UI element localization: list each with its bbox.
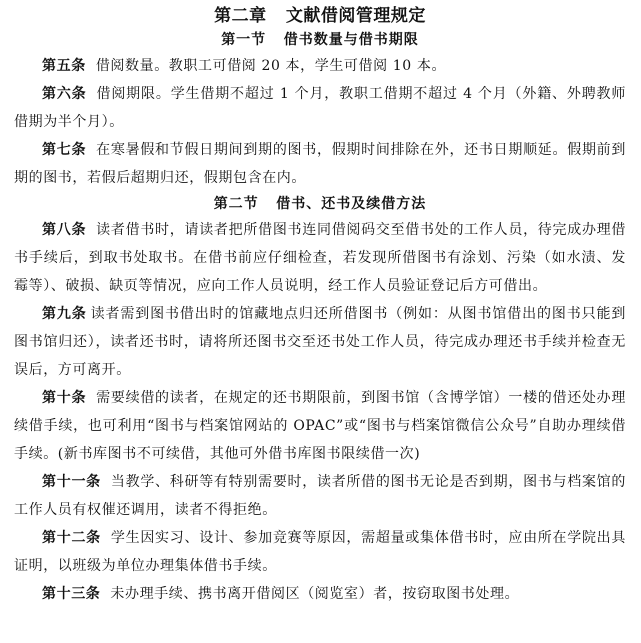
article-text: 未办理手续、携书离开借阅区（阅览室）者，按窃取图书处理。 bbox=[110, 586, 520, 602]
article-label: 第八条 bbox=[42, 222, 87, 238]
article bbox=[14, 52, 626, 80]
article bbox=[14, 580, 626, 608]
article-text: 读者需到图书借出时的馆藏地点归还所借图书（例如：从图书馆借出的图书只能到图书馆归还），读者还书时，请将所还图书交至还书处工作人员，待完成办理还书手续并检查无误后，方可离开。 bbox=[14, 306, 626, 378]
article-label: 第十二条 bbox=[42, 530, 101, 546]
section-title: 第一节 借书数量与借书期限 bbox=[221, 32, 419, 48]
article bbox=[14, 300, 626, 384]
section-title: 第二节 借书、还书及续借方法 bbox=[213, 196, 427, 212]
article-text: 借阅期限。学生借期不超过 1 个月，教职工借期不超过 4 个月（外籍、外聘教师借期为半个月）。 bbox=[14, 86, 626, 130]
article-text: 在寒暑假和节假日期间到期的图书，假期时间排除在外，还书日期顺延。假期前到期的图书，若假后超期归还，假期包含在内。 bbox=[14, 142, 626, 186]
article-text: 读者借书时，请读者把所借图书连同借阅码交至借书处的工作人员，待完成办理借书手续后，到取书处取书。在借书前应仔细检查，若发现所借图书有涂划、污染（如水渍、发霉等）、破损、缺页等情况，应向工作人员说明，经工作人员验证登记后方可借出。 bbox=[14, 222, 626, 294]
article-label: 第十三条 bbox=[42, 586, 101, 602]
chapter-title: 第二章 文献借阅管理规定 bbox=[214, 6, 426, 26]
article bbox=[14, 216, 626, 300]
article bbox=[14, 468, 626, 524]
article-label: 第七条 bbox=[42, 142, 87, 158]
article-text: 需要续借的读者，在规定的还书期限前，到图书馆（含博学馆）一楼的借还处办理续借手续，也可利用“图书与档案馆网站的 OPAC”或“图书与档案馆微信公众号”自助办理续借手续。(新书库图书不可续借，其他可外借书库图书限续借一次) bbox=[14, 390, 626, 462]
article-label: 第六条 bbox=[42, 86, 87, 102]
article-text: 学生因实习、设计、参加竞赛等原因，需超量或集体借书时，应由所在学院出具证明，以班级为单位办理集体借书手续。 bbox=[14, 530, 626, 574]
article-text: 当教学、科研等有特别需要时，读者所借的图书无论是否到期，图书与档案馆的工作人员有权催还调用，读者不得拒绝。 bbox=[14, 474, 626, 518]
article bbox=[14, 136, 626, 192]
article bbox=[14, 80, 626, 136]
article-label: 第十条 bbox=[42, 390, 87, 406]
article bbox=[14, 384, 626, 468]
document-page bbox=[14, 0, 626, 608]
article-label: 第十一条 bbox=[42, 474, 101, 490]
article bbox=[14, 524, 626, 580]
article-label: 第五条 bbox=[42, 58, 86, 74]
article-label: 第九条 bbox=[42, 306, 87, 322]
article-text: 借阅数量。教职工可借阅 20 本，学生可借阅 10 本。 bbox=[95, 58, 447, 74]
